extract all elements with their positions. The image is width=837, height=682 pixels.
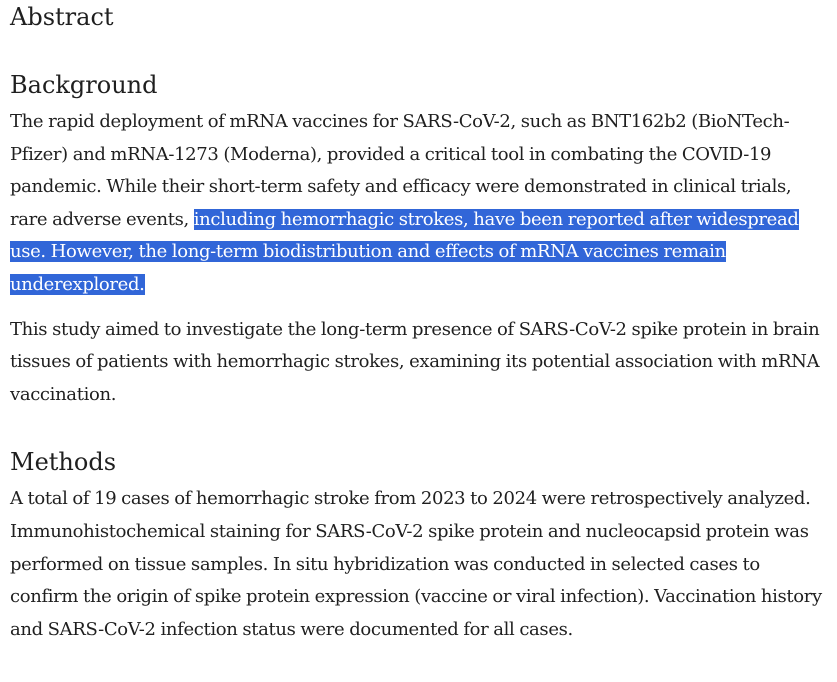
background-paragraph-1[interactable]: [10, 106, 827, 302]
background-paragraph-1-text[interactable]: The rapid deployment of mRNA vaccines for SARS-CoV-2, such as BNT162b2 (BioNTech-Pfizer) and mRNA-1273 (Moderna), provided a critical tool in combating the COVID-19 pandemic. While their short-term safety and efficacy were demonstrated in clinical trials, rare adverse events,: [10, 111, 792, 230]
methods-heading: Methods: [10, 448, 117, 477]
background-heading: Background: [10, 71, 158, 99]
selected-text-highlight[interactable]: including hemorrhagic strokes, have been reported after widespread use. However, the long-term biodistribution and effects of mRNA vaccines remain underexplored.: [10, 208, 799, 295]
abstract-heading: Abstract: [10, 3, 114, 31]
background-paragraph-2[interactable]: This study aimed to investigate the long-term presence of SARS-CoV-2 spike protein in brain tissues of patients with hemorrhagic strokes, examining its potential association with mRNA vaccination.: [10, 318, 820, 405]
methods-paragraph-1[interactable]: A total of 19 cases of hemorrhagic stroke from 2023 to 2024 were retrospectively analyzed. Immunohistochemical staining for SARS-CoV-2 spike protein and nucleocapsid protein was performed on tissue samples. In situ hybridization was conducted in selected cases to confirm the origin of spike protein expression (vaccine or viral infection). Vaccination history and SARS-CoV-2 infection status were documented for all cases.: [10, 488, 822, 640]
methods-section: [10, 447, 827, 646]
background-section: [10, 70, 827, 411]
